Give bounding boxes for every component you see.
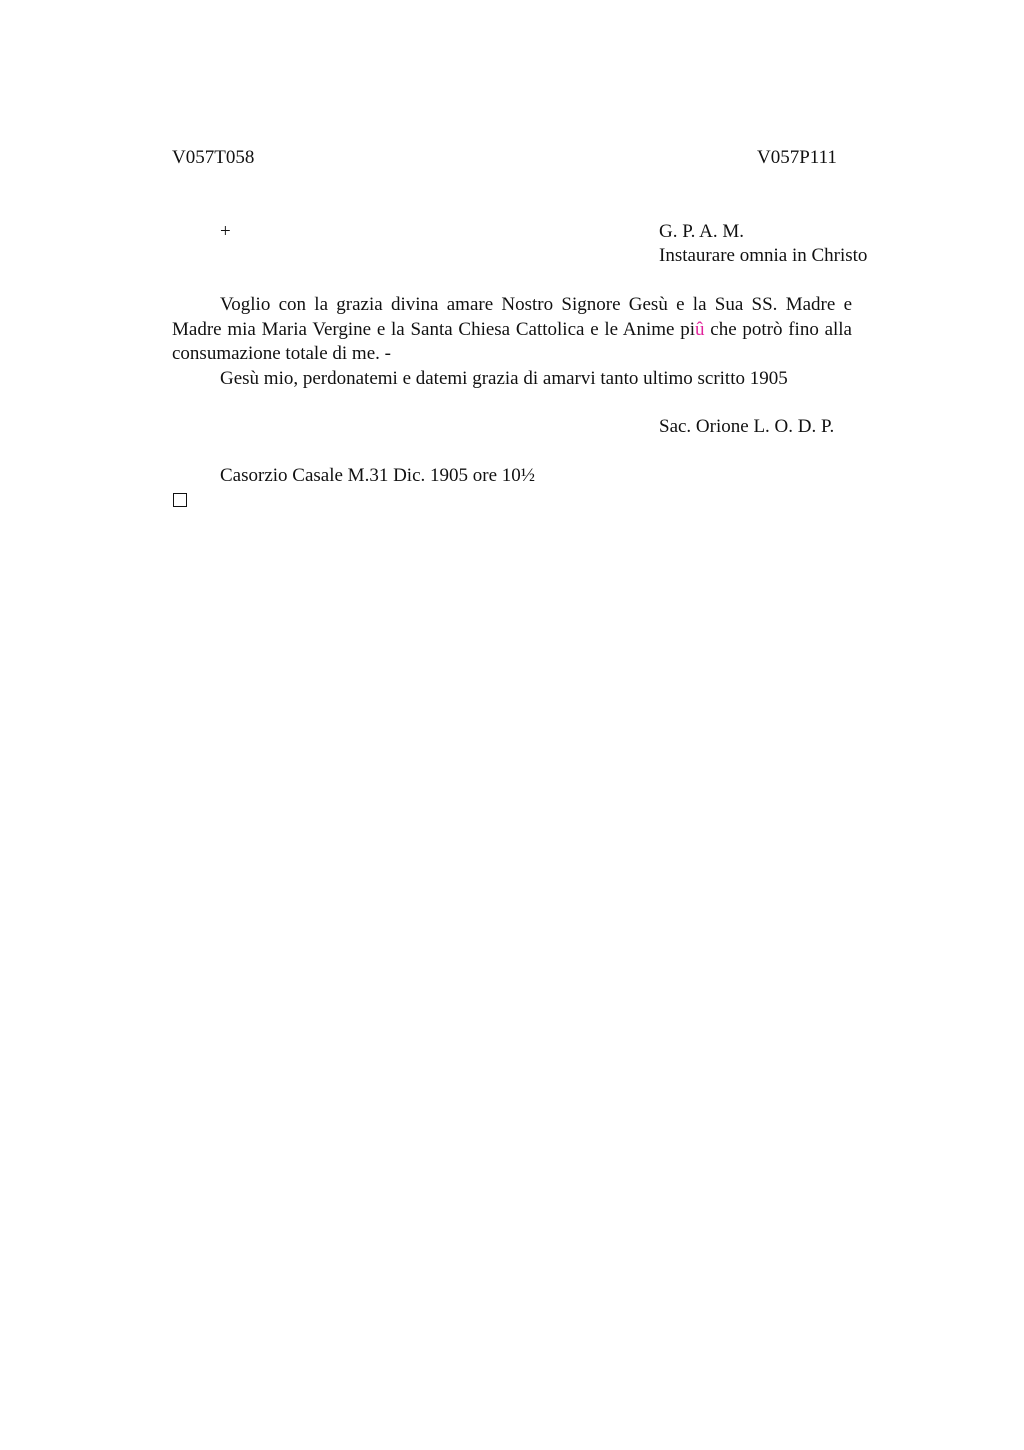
paragraph-prayer-text-start: Voglio con la grazia divina amare Nostro Signore Gesù e la Sua SS. Madre e Madre mia Maria Vergine e la Santa Chiesa Cattolica e le Anime pi [172, 294, 852, 340]
paragraph-petition: Gesù mio, perdonatemi e datemi grazia di amarvi tanto ultimo scritto 1905 [220, 367, 788, 389]
document-id-left: V057T058 [172, 147, 255, 168]
motto-latin: Instaurare omnia in Christo [659, 245, 868, 266]
signature: Sac. Orione L. O. D. P. [659, 416, 835, 437]
cross-symbol: + [220, 221, 231, 242]
highlighted-character: û [695, 318, 705, 340]
empty-square-icon [173, 493, 187, 507]
place-date: Casorzio Casale M.31 Dic. 1905 ore 10½ [220, 465, 536, 486]
letter-body [172, 293, 852, 391]
document-id-right: V057P111 [757, 147, 837, 168]
motto-initials: G. P. A. M. [659, 221, 744, 242]
paragraph-prayer [172, 293, 852, 367]
paragraph-prayer-text-end: che potrò fino alla consumazione totale di me. - [172, 318, 852, 364]
